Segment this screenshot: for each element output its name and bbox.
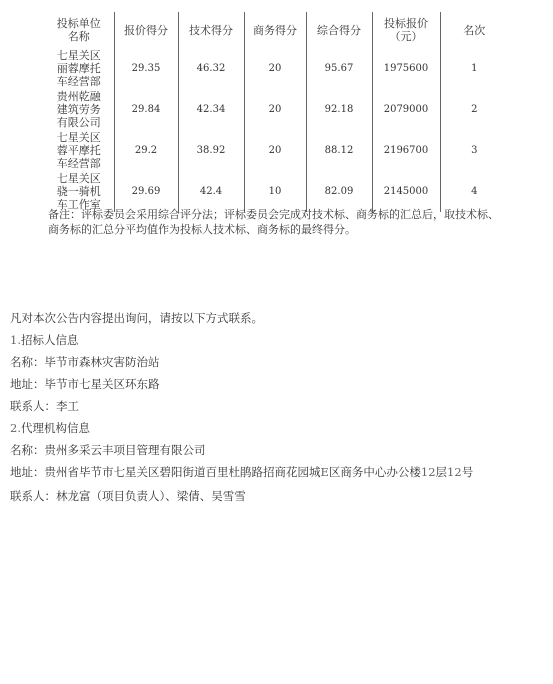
scoring-note: 备注：评标委员会采用综合评分法；评标委员会完成对技术标、商务标的汇总后，取技术标、商务标的汇总分平均值作为投标人技术标、商务标的最终得分。: [48, 208, 499, 236]
tenderer-name: 名称：毕节市森林灾害防治站: [10, 355, 160, 369]
agency-heading: [10, 420, 90, 436]
cell-bid-price: 2196700: [372, 130, 440, 171]
cell-rank: 4: [440, 171, 508, 212]
unit-name-line: 车经营部: [56, 157, 101, 170]
header-bid-price-line1: 投标报价: [384, 17, 428, 30]
score-table: [44, 12, 508, 212]
unit-name-line: 丽蓉摩托: [56, 62, 101, 75]
table-row: [44, 130, 508, 171]
header-business-score: 商务得分: [244, 12, 306, 48]
cell-rank: 1: [440, 48, 508, 89]
cell-rank: 3: [440, 130, 508, 171]
tenderer-address: 地址：毕节市七星关区环东路: [10, 377, 160, 391]
unit-name-line: 七星关区: [56, 172, 101, 185]
header-bid-price-line2: （元）: [389, 30, 423, 43]
table-row: [44, 89, 508, 130]
unit-name-line: 七星关区: [56, 131, 101, 144]
unit-name-line: 车经营部: [56, 75, 101, 88]
cell-business-score: 20: [244, 130, 306, 171]
cell-bid-price: 2145000: [372, 171, 440, 212]
unit-name-line: 建筑劳务: [56, 103, 101, 116]
agency-address-suffix: 号: [461, 465, 474, 479]
agency-name: 名称：贵州多采云丰项目管理有限公司: [10, 443, 206, 457]
unit-name-line: 有限公司: [56, 116, 101, 129]
agency-address-floor: 12: [420, 465, 436, 479]
tenderer-heading-number: 1.: [10, 333, 21, 347]
agency-heading-text: 代理机构信息: [20, 421, 90, 435]
table-header-row: [44, 12, 508, 48]
cell-price-score: 29.69: [114, 171, 178, 212]
header-total-score: 综合得分: [306, 12, 372, 48]
cell-unit-name: [44, 171, 114, 212]
cell-tech-score: 42.34: [178, 89, 244, 130]
agency-heading-number: 2.: [10, 421, 21, 435]
contact-intro: 凡对本次公告内容提出询问，请按以下方式联系。: [10, 311, 263, 325]
cell-unit-name: [44, 89, 114, 130]
cell-business-score: 20: [244, 89, 306, 130]
agency-address: [10, 464, 473, 480]
cell-business-score: 20: [244, 48, 306, 89]
header-rank: 名次: [440, 12, 508, 48]
unit-name-line: 蓉平摩托: [56, 144, 101, 157]
agency-address-zone: E: [320, 465, 329, 479]
cell-total-score: 95.67: [306, 48, 372, 89]
cell-unit-name: [44, 48, 114, 89]
table-row: [44, 48, 508, 89]
agency-address-mid: 区商务中心办公楼: [328, 465, 421, 479]
header-unit-name: [44, 12, 114, 48]
cell-total-score: 88.12: [306, 130, 372, 171]
agency-contact-person: 联系人：林龙富（项目负责人）、梁倩、吴雪雪: [10, 489, 246, 503]
cell-total-score: 82.09: [306, 171, 372, 212]
cell-bid-price: 1975600: [372, 48, 440, 89]
tenderer-heading: [10, 332, 78, 348]
agency-address-floor-unit: 层: [435, 465, 448, 479]
table-row: [44, 171, 508, 212]
cell-tech-score: 46.32: [178, 48, 244, 89]
cell-price-score: 29.84: [114, 89, 178, 130]
cell-unit-name: [44, 130, 114, 171]
tenderer-contact-person: 联系人：李工: [10, 399, 79, 413]
agency-address-room: 12: [447, 465, 462, 479]
cell-bid-price: 2079000: [372, 89, 440, 130]
cell-price-score: 29.35: [114, 48, 178, 89]
unit-name-line: 车工作室: [56, 198, 101, 211]
cell-price-score: 29.2: [114, 130, 178, 171]
header-unit-name-line1: 投标单位: [56, 17, 101, 30]
cell-business-score: 10: [244, 171, 306, 212]
cell-tech-score: 38.92: [178, 130, 244, 171]
cell-tech-score: 42.4: [178, 171, 244, 212]
unit-name-line: 贵州乾融: [56, 90, 101, 103]
unit-name-line: 骁一骑机: [56, 185, 101, 198]
header-tech-score: 技术得分: [178, 12, 244, 48]
cell-rank: 2: [440, 89, 508, 130]
header-bid-price: [372, 12, 440, 48]
agency-address-prefix: 地址：贵州省毕节市七星关区碧阳街道百里杜鹃路招商花园城: [10, 465, 321, 479]
unit-name-line: 七星关区: [56, 49, 101, 62]
header-unit-name-line2: 名称: [67, 30, 90, 43]
header-price-score: 报价得分: [114, 12, 178, 48]
cell-total-score: 92.18: [306, 89, 372, 130]
tenderer-heading-text: 招标人信息: [20, 333, 79, 347]
